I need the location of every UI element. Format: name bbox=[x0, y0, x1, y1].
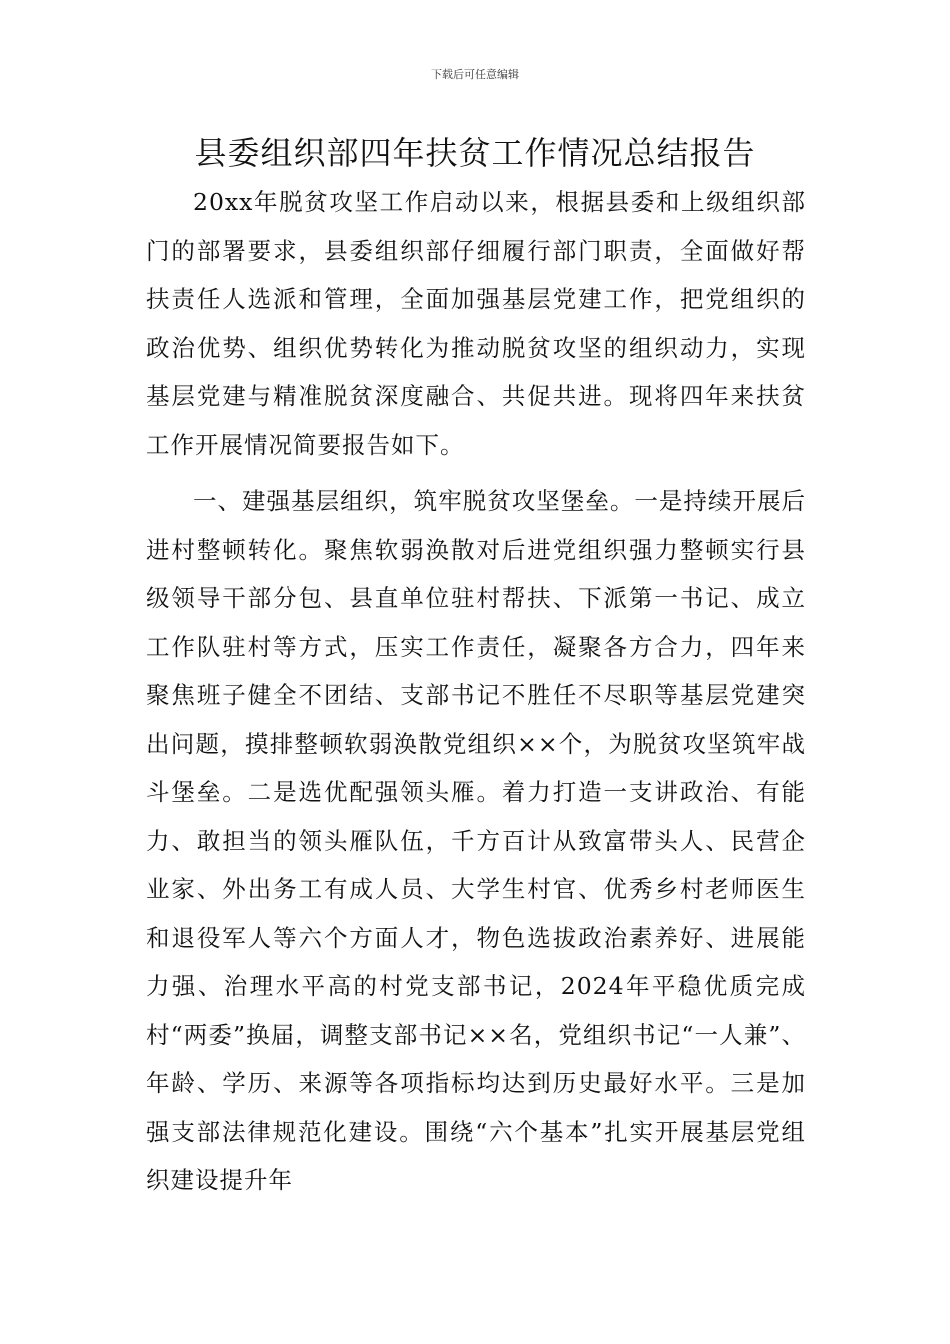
document-body bbox=[146, 178, 806, 1205]
paragraph-intro: 20xx年脱贫攻坚工作启动以来，根据县委和上级组织部门的部署要求，县委组织部仔细履行部门职责，全面做好帮扶责任人选派和管理，全面加强基层党建工作，把党组织的政治优势、组织优势转化为推动脱贫攻坚的组织动力，实现基层党建与精准脱贫深度融合、共促共进。现将四年来扶贫工作开展情况简要报告如下。 bbox=[146, 188, 806, 459]
document-title: 县委组织部四年扶贫工作情况总结报告 bbox=[194, 134, 756, 172]
header-note: 下载后可任意编辑 bbox=[431, 68, 519, 81]
paragraph-section-one: 一、建强基层组织，筑牢脱贫攻坚堡垒。一是持续开展后进村整顿转化。聚焦软弱涣散对后进党组织强力整顿实行县级领导干部分包、县直单位驻村帮扶、下派第一书记、成立工作队驻村等方式，压实工作责任，凝聚各方合力，四年来聚焦班子健全不团结、支部书记不胜任不尽职等基层党建突出问题，摸排整顿软弱涣散党组织××个，为脱贫攻坚筑牢战斗堡垒。二是选优配强领头雁。着力打造一支讲政治、有能力、敢担当的领头雁队伍，千方百计从致富带头人、民营企业家、外出务工有成人员、大学生村官、优秀乡村老师医生和退役军人等六个方面人才，物色选拔政治素养好、进展能力强、治理水平高的村党支部书记，2024年平稳优质完成村“两委”换届，调整支部书记××名，党组织书记“一人兼”、年龄、学历、来源等各项指标均达到历史最好水平。三是加强支部法律规范化建设。围绕“六个基本”扎实开展基层党组织建设提升年 bbox=[146, 487, 806, 1194]
